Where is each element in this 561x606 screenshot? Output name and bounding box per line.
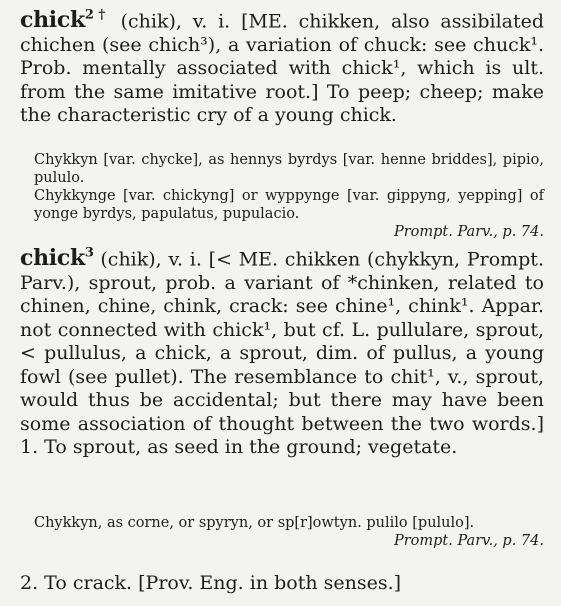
citation-quote: Chykkynge [var. chickyng] or wyppynge [var. gippyng, yepping] of yonge byrdys, papulatus, pupulacio. <box>34 188 544 222</box>
entry-chick-2 <box>20 4 544 128</box>
pronunciation: (chik), v. i. <box>100 248 202 271</box>
citation-block-1 <box>34 151 544 241</box>
etymology: [ME. chikken, also assibilated chichen (see chich³), a variation of chuck: see chuck¹. Prob. mentally associated with chick¹, which is ult. from the same imitative root.] <box>20 10 545 103</box>
definition: 1. To sprout, as seed in the ground; vegetate. <box>20 436 458 459</box>
citation-quote: Chykkyn, as corne, or spyryn, or sp[r]owtyn. pulilo [pululo]. <box>34 515 475 531</box>
definition-sense-2: 2. To crack. [Prov. Eng. in both senses.] <box>20 572 402 594</box>
citation-block-2 <box>34 514 544 550</box>
etymology: [< ME. chikken (chykkyn, Prompt. Parv.), sprout, prob. a variant of *chinken, related to chinen, chine, chink, crack: see chine¹, chink¹. Appar. not connected with chick¹, but cf. L. pullulare, sprout, < pullulus, a chick, a sprout, dim. of pullus, a young fowl (see pullet). The resemblance to chit¹, v., sprout, would thus be accidental; but there may have been some association of thought between the two words.] <box>20 248 544 435</box>
citation-source: Prompt. Parv., p. 74. <box>393 224 544 240</box>
definition: To peep; cheep; make the characteristic cry of a young chick. <box>20 80 544 127</box>
citation-source: Prompt. Parv., p. 74. <box>393 533 544 549</box>
citation-quote: Chykkyn [var. chycke], as hennys byrdys [var. henne briddes], pipio, pululo. <box>34 152 544 186</box>
pronunciation: (chik), v. i. <box>120 10 231 33</box>
headword: chick$^{2\dagger}$ <box>20 7 110 34</box>
entry-chick-3 <box>20 242 544 460</box>
headword: chick$^3$ <box>20 245 94 272</box>
